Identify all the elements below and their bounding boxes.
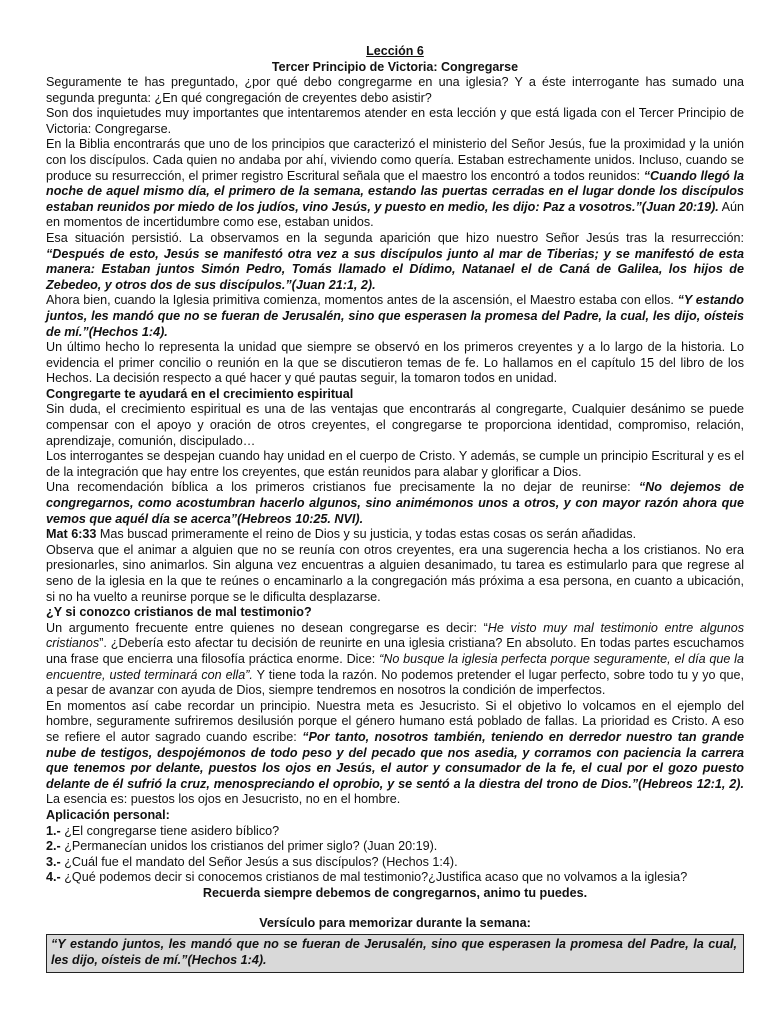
growth-p3-text: Una recomendación bíblica a los primeros cristianos fue precisamente la no dejar de reunirse: — [46, 480, 639, 495]
matthew-ref: Mat 6:33 — [46, 527, 97, 542]
bible-p1-quote: “Cuando llegó la noche de aquel mismo día, el primero de la semana, estando las puertas cerradas en el lugar donde los discípulos estaban reunidos por miedo de los judíos, vino Jesús, y puesto en medio, les dijo: Paz a vosotros.”(Juan 20:19). — [46, 168, 744, 214]
application-item-number: 4.- — [46, 870, 61, 885]
growth-paragraph-3 — [46, 480, 744, 527]
bible-paragraph-4: Un último hecho lo representa la unidad que siempre se observó en los primeros creyentes y a lo largo de la historia. Lo evidencia el primer concilio o reunión en la que se discutieron temas de fe. Lo hallamos en el capítulo 15 del libro de los Hechos. La decisión respecto a qué hacer y qué pautas seguir, la tomaron todos en unidad. — [46, 340, 744, 386]
growth-heading: Congregarte te ayudará en el crecimiento espiritual — [46, 386, 354, 401]
application-item-3 — [46, 855, 744, 871]
testimony-p1-b: ”. ¿Debería esto afectar tu decisión de reunirte en una iglesia cristiana? En absoluto. En todas partes escuchamos una frase que encierra una filosofía práctica enorme. Dice: — [46, 636, 744, 666]
lesson-subtitle: Tercer Principio de Victoria: Congregarse — [271, 59, 519, 74]
testimony-p1-quote2: “No busque la iglesia perfecta porque seguramente, el día que la encuentre, usted terminará con ella”. — [46, 651, 744, 682]
application-item-text: ¿El congregarse tiene asidero bíblico? — [60, 823, 280, 838]
application-item-text: ¿Qué podemos decir si conocemos cristianos de mal testimonio?¿Justifica acaso que no volvamos a la iglesia? — [60, 870, 688, 885]
memory-verse-box: “Y estando juntos, les mandó que no se fueran de Jerusalén, sino que esperasen la promesa del Padre, la cual, les dijo, oísteis de mí.”(Hechos 1:4). — [46, 934, 744, 973]
application-item-1 — [46, 824, 744, 840]
application-item-number: 3.- — [46, 854, 61, 869]
bible-paragraph-3 — [46, 293, 744, 340]
bible-p3-text: Ahora bien, cuando la Iglesia primitiva comienza, momentos antes de la ascensión, el Maestro estaba con ellos. — [46, 293, 678, 308]
growth-paragraph-2: Los interrogantes se despejan cuando hay unidad en el cuerpo de Cristo. Y además, se cumple un principio Escritural y es el de la integración que hay entre los creyentes, que están reunidos para alabar y glorificar a Dios. — [46, 449, 744, 479]
bible-p1-tail: Aún en momentos de incertidumbre como ese, estaban unidos. — [46, 199, 744, 230]
testimony-paragraph-2 — [46, 699, 744, 808]
testimony-p2-text: En momentos así cabe recordar un principio. Nuestra meta es Jesucristo. Si el objetivo lo volcamos en el ejemplo del hombre, seguramente sufriremos desilusión porque el género humano está poblado de fallas. La prioridad es Cristo. A eso se refiere el autor sagrado cuando escribe: — [46, 698, 744, 744]
application-item-number: 1.- — [46, 823, 61, 838]
application-item-number: 2.- — [46, 839, 61, 854]
application-item-4 — [46, 870, 744, 886]
lesson-title: Lección 6 — [366, 44, 424, 58]
bible-p1-text: En la Biblia encontrarás que uno de los principios que caracterizó el ministerio del Señor Jesús, fue la proximidad y la unión con los discípulos. Cada quien no andaba por ahí, viviendo como quería. Estaban estrechamente unidos. Incluso, cuando se produce su resurrección, el primer registro Escritural señala que el maestro los encontró a todos reunidos: — [46, 137, 744, 183]
application-item-text: ¿Permanecían unidos los cristianos del primer siglo? (Juan 20:19). — [60, 839, 438, 854]
bible-p3-quote: “Y estando juntos, les mandó que no se fueran de Jerusalén, sino que esperasen la promesa del Padre, la cual, les dijo, oísteis de mí.”(Hechos 1:4). — [46, 293, 744, 339]
matthew-verse — [46, 527, 744, 543]
testimony-p1-quote: He visto muy mal testimonio entre algunos cristianos — [46, 620, 745, 651]
intro-paragraph-2: Son dos inquietudes muy importantes que intentaremos atender en esta lección y que está ligada con el Tercer Principio de Victoria: Congregarse. — [46, 106, 744, 136]
testimony-p2-tail: La esencia es: puestos los ojos en Jesucristo, no en el hombre. — [46, 792, 401, 807]
application-item-2 — [46, 839, 744, 855]
bible-p2-quote: “Después de esto, Jesús se manifestó otra vez a sus discípulos junto al mar de Tiberias; y se manifestó de esta manera: Estaban juntos Simón Pedro, Tomás llamado el Dídimo, Natanael el de Caná de Galilea, los hijos de Zebedeo, y otros dos de sus discípulos.”(Juan 21:1, 2). — [46, 246, 744, 292]
closing-line: Recuerda siempre debemos de congregarnos, animo tu puedes. — [202, 885, 588, 900]
bible-paragraph-1 — [46, 137, 744, 231]
growth-p3-quote: “No dejemos de congregarnos, como acostumbran hacerlo algunos, sino animémonos unos a otros, y con mayor razón ahora que vemos que aquél día se acerca”(Hebreos 10:25. NVI). — [46, 480, 745, 526]
lesson-body — [46, 75, 744, 973]
testimony-p2-quote: “Por tanto, nosotros también, teniendo en derredor nuestro tan grande nube de testigos, despojémonos de todo peso y del pecado que nos asedia, y corramos con paciencia la carrera que tenemos por delante, puestos los ojos en Jesús, el autor y consumador de la fe, el cual por el gozo puesto delante de él sufrió la cruz, menospreciando el oprobio, y se sentó a la diestra del trono de Dios.”(Hebreos 12:1, 2). — [46, 729, 745, 791]
testimony-p1-c: Y tiene toda la razón. No podemos pretender el lugar perfecto, sobre todo tu y yo que, a pesar de avanzar con ayuda de Dios, siempre tendremos en nosotros la condición de imperfectos. — [46, 667, 744, 698]
memory-verse-title: Versículo para memorizar durante la semana: — [259, 916, 531, 931]
bible-paragraph-2 — [46, 231, 744, 293]
application-item-text: ¿Cuál fue el mandato del Señor Jesús a sus discípulos? (Hechos 1:4). — [60, 854, 458, 869]
spacer — [46, 901, 744, 916]
matthew-text: Mas buscad primeramente el reino de Dios y su justicia, y todas estas cosas os serán añadidas. — [96, 527, 637, 542]
application-heading: Aplicación personal: — [46, 807, 170, 822]
bible-p2-text: Esa situación persistió. La observamos en la segunda aparición que hizo nuestro Señor Jesús tras la resurrección: — [46, 230, 744, 245]
intro-paragraph-1: Seguramente te has preguntado, ¿por qué debo congregarme en una iglesia? Y a éste interrogante has sumado una segunda pregunta: ¿En qué congregación de creyentes debo asistir? — [46, 75, 744, 105]
growth-paragraph-4: Observa que el animar a alguien que no se reunía con otros creyentes, era una sugerencia hecha a los cristianos. No era presionarles, sino animarlos. Sin alguna vez encuentras a alguien desanimado, tu tarea es estimularlo para que regrese al seno de la iglesia en la que te reúnes o encaminarlo a la congregación más próxima a esa persona, en cuanto a ubicación, si no ha vuelto a reunirse porque se le dificulta desplazarse. — [46, 542, 744, 604]
testimony-heading: ¿Y si conozco cristianos de mal testimonio? — [46, 605, 312, 620]
testimony-paragraph-1 — [46, 621, 744, 699]
testimony-p1-a: Un argumento frecuente entre quienes no desean congregarse es decir: “ — [46, 620, 488, 635]
growth-paragraph-1: Sin duda, el crecimiento espiritual es una de las ventajas que encontrarás al congregarte, Cualquier desánimo se puede compensar con el apoyo y oración de otros creyentes, el congregarse te proporciona identidad, compromiso, relación, aprendizaje, comunión, discipulado… — [46, 402, 744, 448]
